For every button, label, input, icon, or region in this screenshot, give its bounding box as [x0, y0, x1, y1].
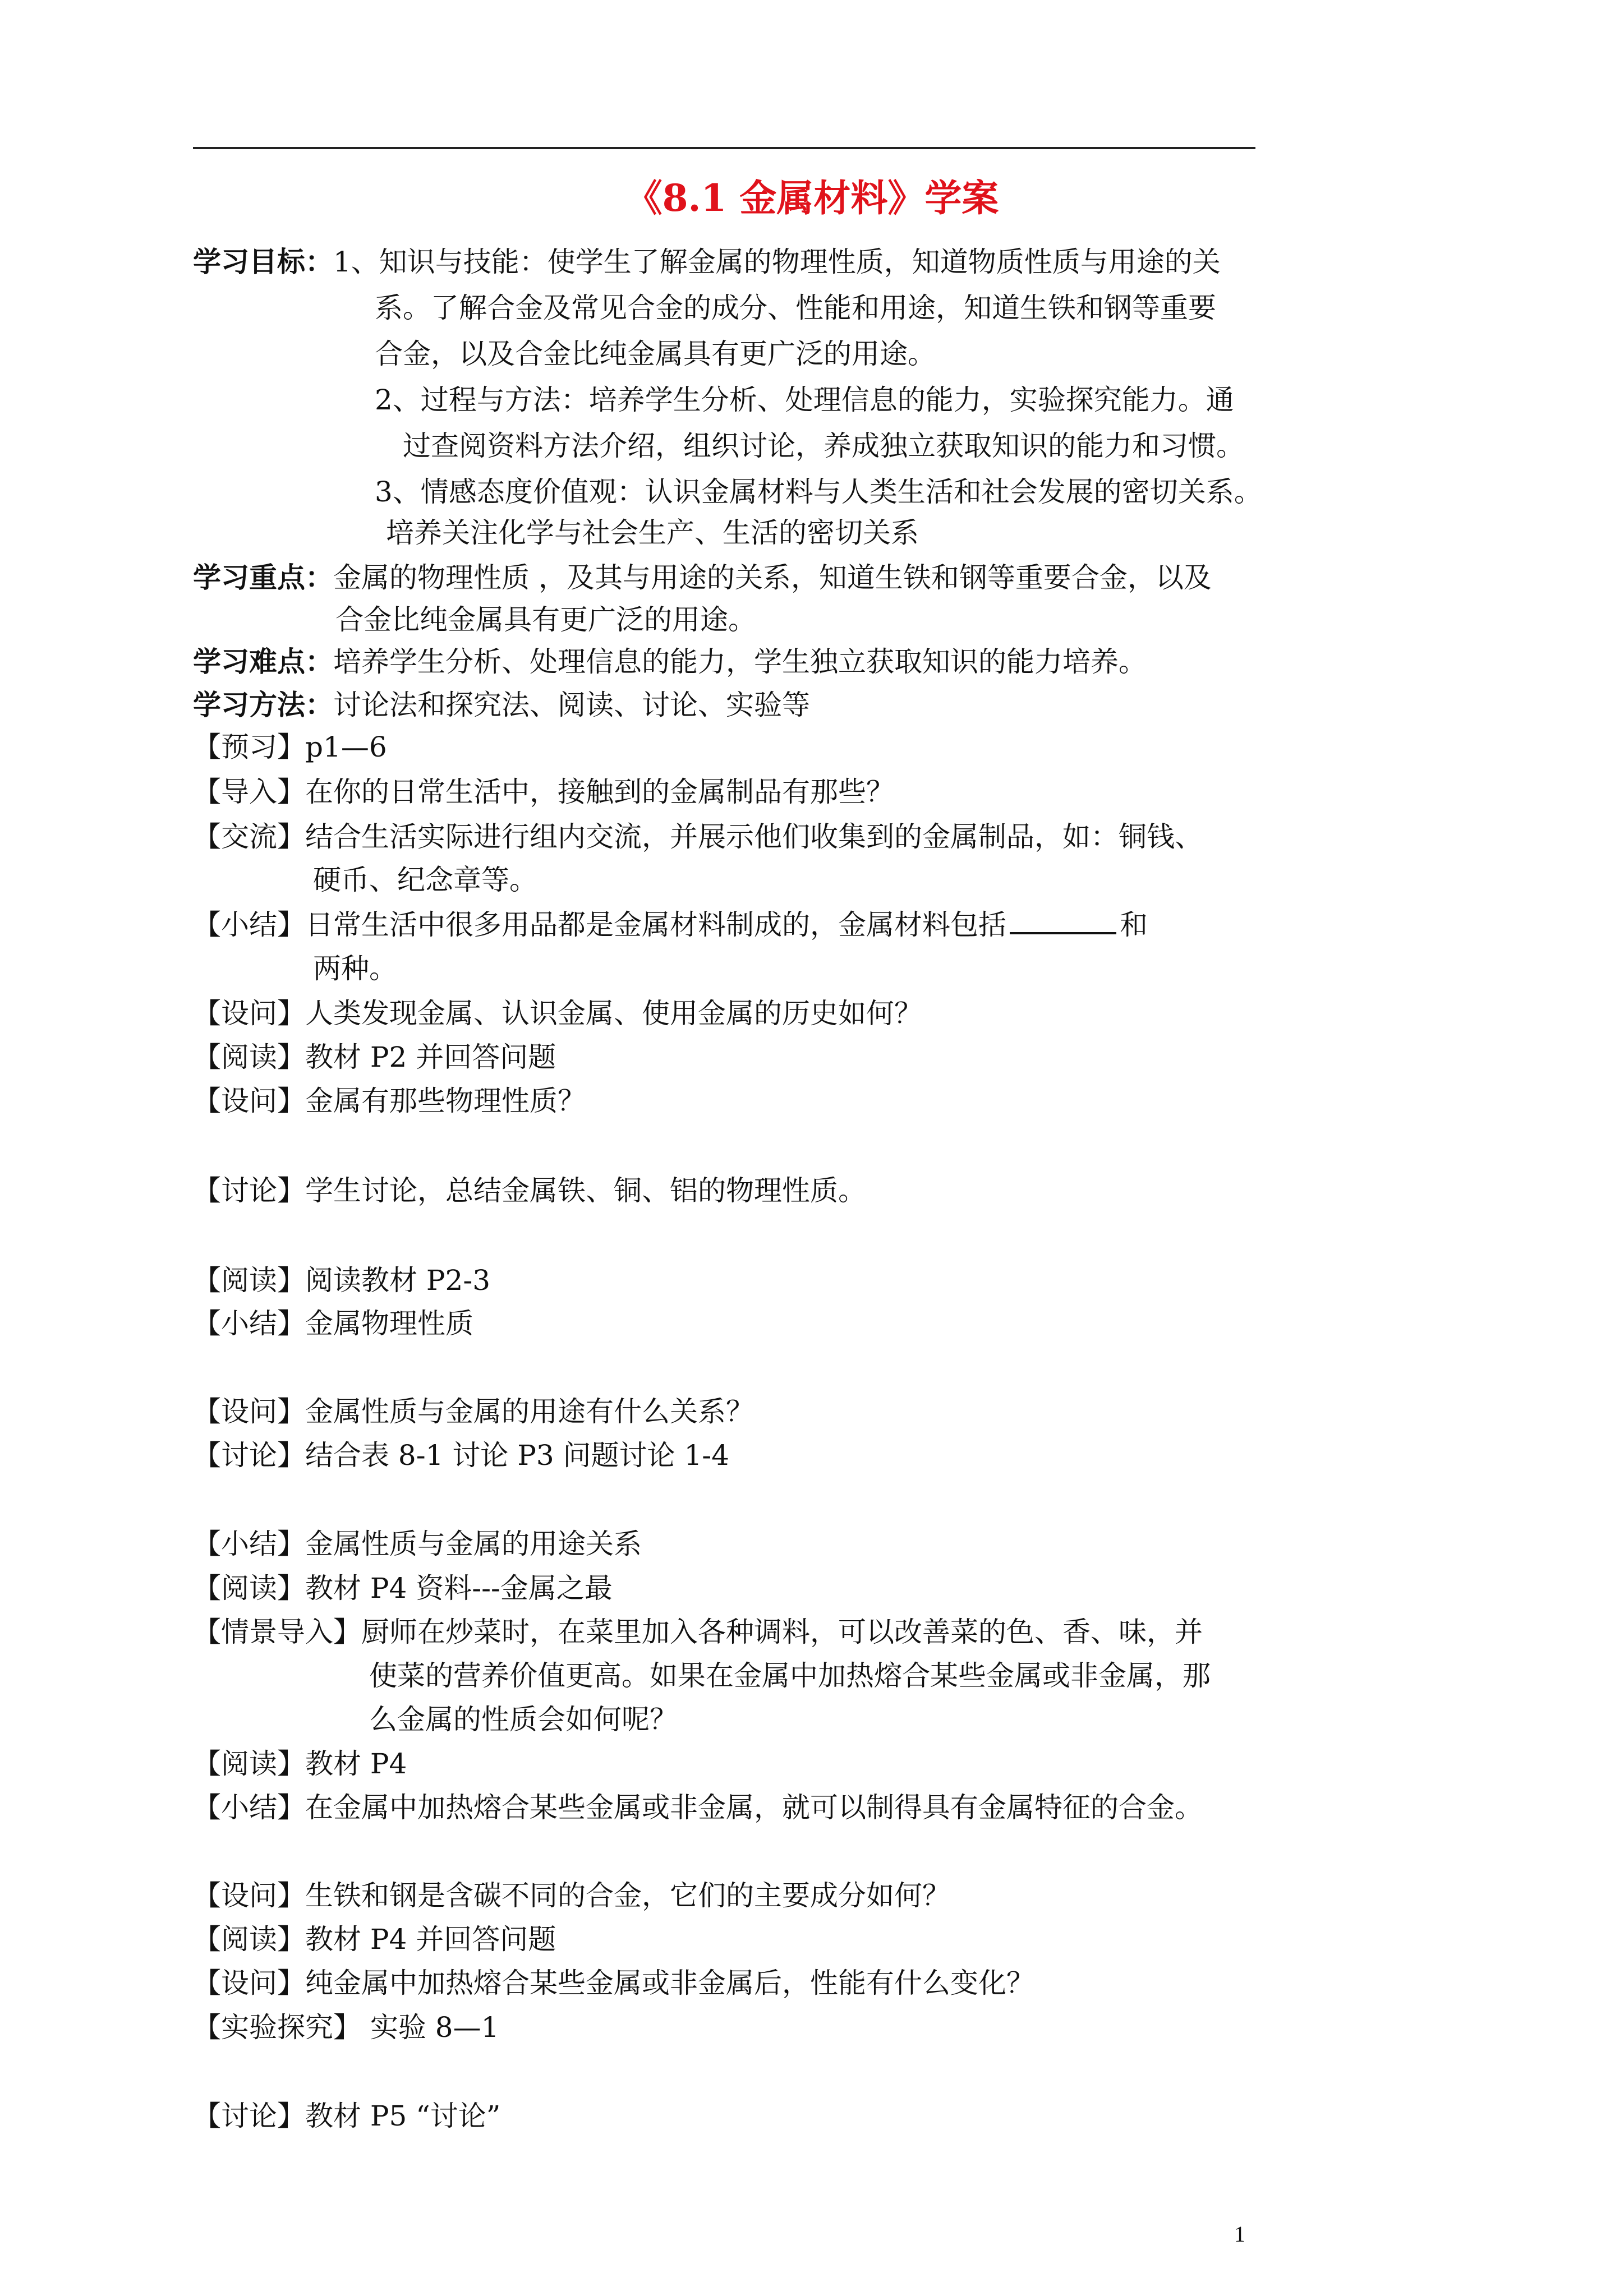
experiment-line: 【实验探究】 实验 8—1 — [193, 2011, 499, 2044]
preview-line: 【预习】p1—6 — [193, 731, 387, 763]
key-line-1: 学习重点：金属的物理性质 ，及其与用途的关系，知道生铁和钢等重要合金，以及 — [193, 561, 1212, 594]
key-label: 学习重点： — [193, 561, 333, 594]
discuss-3: 【讨论】教材 P5 “讨论” — [193, 2100, 501, 2132]
header-rule — [193, 147, 1255, 149]
summary1-line-2: 两种。 — [313, 952, 397, 985]
method-line: 学习方法：讨论法和探究法、阅读、讨论、实验等 — [193, 688, 810, 721]
read-5: 【阅读】教材 P4 并回答问题 — [193, 1923, 556, 1956]
read-1: 【阅读】教材 P2 并回答问题 — [193, 1041, 556, 1073]
scene-line-2: 使菜的营养价值更高。如果在金属中加热熔合某些金属或非金属，那 — [369, 1659, 1211, 1692]
goals-line-6: 3、情感态度价值观：认识金属材料与人类生活和社会发展的密切关系。 — [375, 476, 1262, 508]
question-3: 【设问】金属性质与金属的用途有什么关系？ — [193, 1395, 754, 1428]
page-number: 1 — [1234, 2221, 1245, 2247]
method-label: 学习方法： — [193, 688, 333, 721]
question-5: 【设问】纯金属中加热熔合某些金属或非金属后，性能有什么变化？ — [193, 1967, 1034, 1999]
goals-line-5: 过查阅资料方法介绍，组织讨论，养成独立获取知识的能力和习惯。 — [403, 430, 1244, 462]
read-3: 【阅读】教材 P4 资料---金属之最 — [193, 1572, 613, 1605]
goals-line-4: 2、过程与方法：培养学生分析、处理信息的能力，实验探究能力。通 — [375, 384, 1234, 416]
intro-line: 【导入】在你的日常生活中，接触到的金属制品有那些？ — [193, 776, 894, 808]
difficulty-line: 学习难点：培养学生分析、处理信息的能力，学生独立获取知识的能力培养。 — [193, 645, 1147, 678]
read-2: 【阅读】阅读教材 P2-3 — [193, 1264, 491, 1297]
difficulty-label: 学习难点： — [193, 645, 333, 678]
page-title: 《8.1 金属材料》学案 — [625, 176, 999, 220]
question-1: 【设问】人类发现金属、认识金属、使用金属的历史如何？ — [193, 997, 922, 1030]
summary-3: 【小结】金属性质与金属的用途关系 — [193, 1528, 642, 1560]
goals-line-2: 系。了解合金及常见合金的成分、性能和用途，知道生铁和钢等重要 — [375, 292, 1216, 324]
scene-line-1: 【情景导入】厨师在炒菜时，在菜里加入各种调料，可以改善菜的色、香、味，并 — [193, 1616, 1203, 1648]
goals-label: 学习目标： — [193, 245, 333, 278]
discuss-2: 【讨论】结合表 8-1 讨论 P3 问题讨论 1-4 — [193, 1439, 729, 1472]
scene-line-3: 么金属的性质会如何呢？ — [369, 1703, 678, 1736]
goals-line-3: 合金，以及合金比纯金属具有更广泛的用途。 — [375, 338, 936, 370]
fill-in-blank[interactable] — [1010, 905, 1116, 934]
question-4: 【设问】生铁和钢是含碳不同的合金，它们的主要成分如何？ — [193, 1879, 950, 1912]
question-2: 【设问】金属有那些物理性质？ — [193, 1085, 586, 1117]
goals-line-1: 学习目标：1、知识与技能：使学生了解金属的物理性质，知道物质性质与用途的关 — [193, 245, 1221, 278]
summary-2: 【小结】金属物理性质 — [193, 1307, 473, 1340]
key-line-2: 合金比纯金属具有更广泛的用途。 — [335, 603, 756, 636]
read-4: 【阅读】教材 P4 — [193, 1748, 407, 1780]
summary1-line: 【小结】日常生活中很多用品都是金属材料制成的，金属材料包括 和 — [193, 905, 1148, 944]
goals-line-7: 培养关注化学与社会生产、生活的密切关系 — [386, 517, 919, 549]
exchange-line-1: 【交流】结合生活实际进行组内交流，并展示他们收集到的金属制品，如：铜钱、 — [193, 820, 1203, 853]
discuss-1: 【讨论】学生讨论，总结金属铁、铜、铝的物理性质。 — [193, 1174, 866, 1207]
exchange-line-2: 硬币、纪念章等。 — [313, 864, 537, 896]
summary-4: 【小结】在金属中加热熔合某些金属或非金属，就可以制得具有金属特征的合金。 — [193, 1791, 1203, 1824]
